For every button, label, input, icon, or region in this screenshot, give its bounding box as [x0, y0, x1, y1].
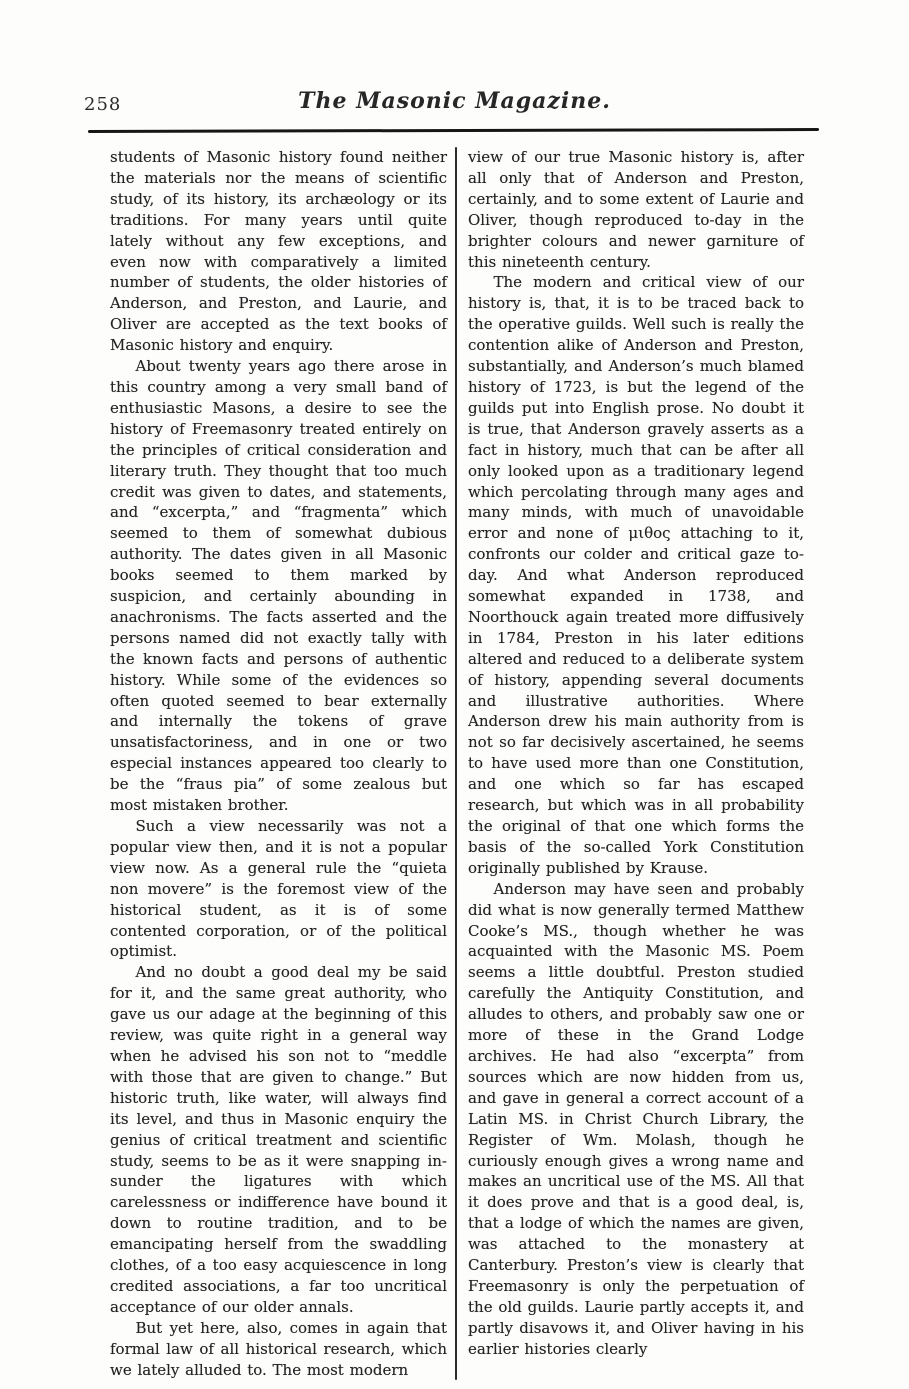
paragraph-right-3: Anderson may have seen and probably did what is now generally termed Matthew Cooke’s MS., though whether he was acquainted with the Masonic MS. Poem seems a little doubtful. Preston studied carefully the Antiquity Constitution, and alludes to others, and probably saw one or more of these in the Grand Lodge archives. He had also “excerpta” from sources which are now hidden from us, and gave in general a correct account of a Latin MS. in Christ Church Library, the Register of Wm. Molash, though he curiously enough gives a wrong name and makes an uncritical use of the MS. All that it does prove and that is a good deal, is, that a lodge of which the names are given, was attached to the monastery at Canterbury. Preston’s view is clearly that Freemasonry is only the perpetuation of the old guilds. Laurie partly accepts it, and partly disavows it, and Oliver having in his earlier histories clearly — [468, 879, 804, 1358]
page-title: The Masonic Magazine. — [298, 88, 611, 114]
paragraph-left-1: students of Masonic history found neither the materials nor the means of scientific study, of its history, its archæology or its traditions. For many years until quite lately without any few exceptions, and even now with comparatively a limited number of students, the older histories of Anderson, and Preston, and Laurie, and Oliver are accepted as the text books of Masonic history and enquiry. — [110, 148, 447, 355]
paragraph-right-2: The modern and critical view of our history is, that, it is to be traced back to the operative guilds. Well such is really the contention alike of Anderson and Preston, substantially, and Anderson’s much blamed history of 1723, is but the legend of the guilds put into English prose. No doubt it is true, that Anderson gravely asserts as a fact in history, much that can be after all only looked upon as a traditionary legend which percolating through many ages and many minds, with much of unavoidable error and none of μιθος attaching to it, confronts our colder and critical gaze to-day. And what Anderson reproduced somewhat expanded in 1738, and Noorthouck again treated more diffusively in 1784, Preston in his later editions altered and reduced to a deliberate system of history, appending several documents and illustrative authorities. Where Anderson drew his main authority from is not so far decisively ascertained, he seems to have used more than one Constitution, and one which so far has escaped research, but which was in all probability the original of that one which forms the basis of the so-called York Constitution originally published by Krause. — [468, 273, 804, 877]
column-divider-rule — [455, 147, 457, 1380]
text-columns — [110, 147, 804, 1380]
right-column — [468, 147, 804, 1380]
header-rule — [88, 128, 819, 133]
paragraph-left-3: Such a view necessarily was not a popular view then, and it is not a popular view now. As a general rule the “quieta non movere” is the foremost view of the historical student, as it is of some contented corporation, or of the political optimist. — [110, 817, 447, 961]
paragraph-left-2: About twenty years ago there arose in this country among a very small band of enthusiastic Masons, a desire to see the history of Freemasonry treated entirely on the principles of critical consideration and literary truth. They thought that too much credit was given to dates, and statements, and “excerpta,” and “fragmenta” which seemed to them of somewhat dubious authority. The dates given in all Masonic books seemed to them marked by suspicion, and certainly abounding in anachronisms. The facts asserted and the persons named did not exactly tally with the known facts and persons of authentic history. While some of the evidences so often quoted seemed to bear externally and internally the tokens of grave unsatisfactoriness, and in one or two especial instances appeared too clearly to be the “fraus pia” of some zealous but most mistaken brother. — [110, 357, 447, 815]
left-column — [110, 147, 447, 1380]
paragraph-right-1: view of our true Masonic history is, after all only that of Anderson and Preston, certainly, and to some extent of Laurie and Oliver, though reproduced to-day in the brighter colours and newer garniture of this nineteenth century. — [468, 148, 804, 271]
running-header — [0, 88, 909, 124]
page-number: 258 — [84, 94, 122, 115]
paragraph-left-4: And no doubt a good deal my be said for it, and the same great authority, who gave us our adage at the beginning of this review, was quite right in a general way when he advised his son not to “meddle with those that are given to change.” But historic truth, like water, will always find its level, and thus in Masonic enquiry the genius of critical treatment and scientific study, seems to be as it were snapping in-sunder the ligatures with which carelessness or indifference have bound it down to routine tradition, and to be emancipating herself from the swaddling clothes, of a too easy acquiescence in long credited associations, a far too uncritical acceptance of our older annals. — [110, 963, 447, 1316]
paragraph-left-5: But yet here, also, comes in again that formal law of all historical research, which we lately alluded to. The most modern — [110, 1318, 447, 1379]
